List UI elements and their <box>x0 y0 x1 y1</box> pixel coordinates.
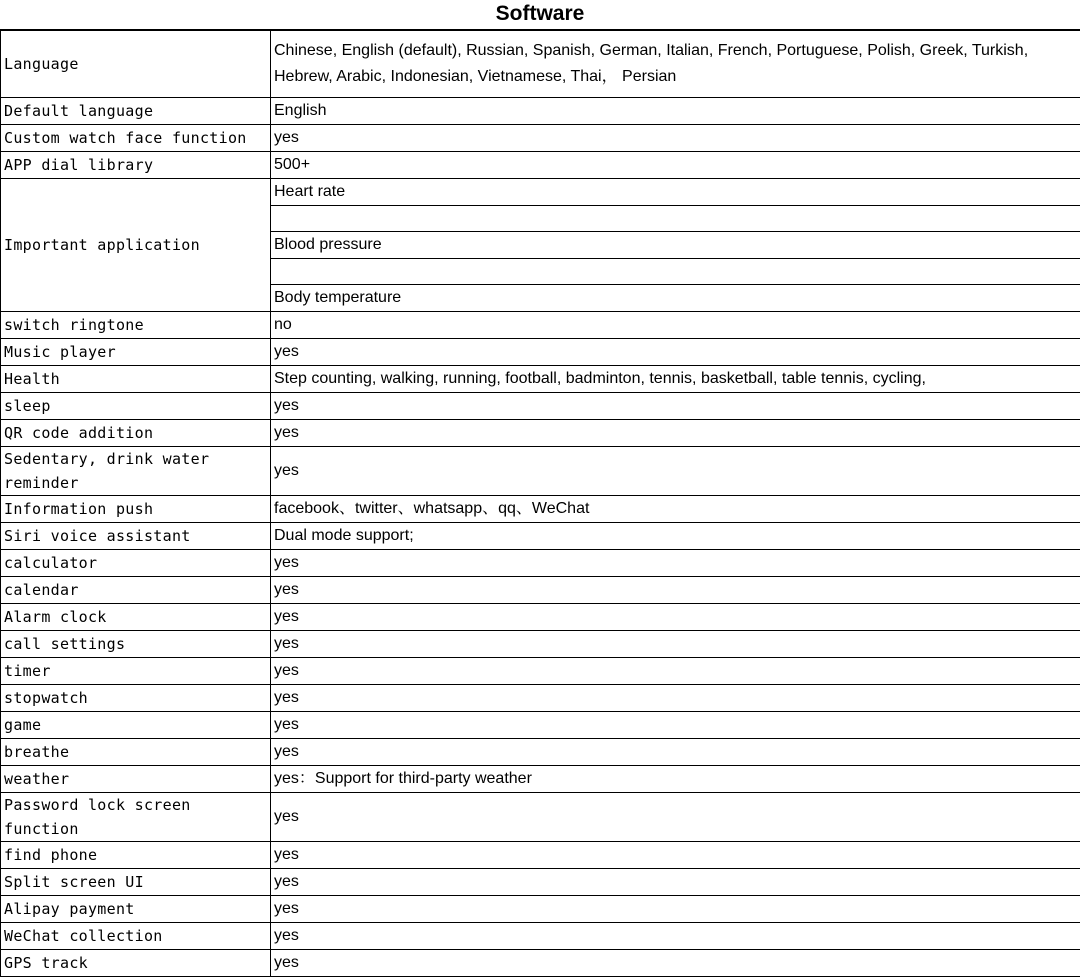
row-value: yes <box>271 604 1080 631</box>
row-value: yes <box>271 739 1080 766</box>
table-row <box>1 366 1080 393</box>
table-row <box>1 739 1080 766</box>
row-label: sleep <box>1 393 271 420</box>
table-row <box>1 125 1080 152</box>
table-row <box>1 339 1080 366</box>
row-value: facebook、twitter、whatsapp、qq、WeChat <box>271 496 1080 523</box>
row-value: yes <box>271 950 1080 977</box>
row-value: Step counting, walking, running, football, badminton, tennis, basketball, table tennis, cycling, <box>271 366 1080 393</box>
row-label: call settings <box>1 631 271 658</box>
table-row <box>1 393 1080 420</box>
table-row <box>1 869 1080 896</box>
row-value: yes <box>271 869 1080 896</box>
row-value: Blood pressure <box>271 232 1080 259</box>
row-value: yes <box>271 125 1080 152</box>
sheet-title: Software <box>0 0 1080 30</box>
row-label: Information push <box>1 496 271 523</box>
row-value: yes：Support for third-party weather <box>271 766 1080 793</box>
table-row <box>1 312 1080 339</box>
spec-table <box>0 30 1080 977</box>
row-label: weather <box>1 766 271 793</box>
table-row <box>1 179 1080 206</box>
row-value <box>271 206 1080 232</box>
row-value: no <box>271 312 1080 339</box>
row-value: yes <box>271 339 1080 366</box>
table-row <box>1 523 1080 550</box>
row-label: calculator <box>1 550 271 577</box>
row-value: yes <box>271 420 1080 447</box>
table-row <box>1 550 1080 577</box>
table-row <box>1 152 1080 179</box>
row-value: yes <box>271 393 1080 420</box>
row-value: yes <box>271 896 1080 923</box>
row-value: yes <box>271 842 1080 869</box>
row-label: Custom watch face function <box>1 125 271 152</box>
row-label: calendar <box>1 577 271 604</box>
row-value: Dual mode support; <box>271 523 1080 550</box>
table-row <box>1 923 1080 950</box>
row-label: breathe <box>1 739 271 766</box>
row-label: Split screen UI <box>1 869 271 896</box>
row-label: Password lock screen function <box>1 793 271 842</box>
row-value <box>271 259 1080 285</box>
row-value: Chinese, English (default), Russian, Spanish, German, Italian, French, Portuguese, Polish, Greek, Turkish, Hebrew, Arabic, Indonesian, Vietnamese, Thai， Persian <box>271 31 1080 98</box>
row-label: APP dial library <box>1 152 271 179</box>
row-value: yes <box>271 577 1080 604</box>
table-row <box>1 31 1080 98</box>
table-row <box>1 98 1080 125</box>
row-value: yes <box>271 923 1080 950</box>
table-row <box>1 712 1080 739</box>
table-row <box>1 842 1080 869</box>
row-label: Health <box>1 366 271 393</box>
row-label: Default language <box>1 98 271 125</box>
row-label: QR code addition <box>1 420 271 447</box>
row-value: 500+ <box>271 152 1080 179</box>
row-label: game <box>1 712 271 739</box>
table-row <box>1 950 1080 977</box>
table-row <box>1 658 1080 685</box>
table-row <box>1 631 1080 658</box>
row-value: yes <box>271 631 1080 658</box>
row-value: yes <box>271 447 1080 496</box>
table-row <box>1 685 1080 712</box>
row-value: Body temperature <box>271 285 1080 312</box>
row-value: Heart rate <box>271 179 1080 206</box>
row-label: Important application <box>1 179 271 312</box>
table-row <box>1 447 1080 496</box>
row-label: Siri voice assistant <box>1 523 271 550</box>
row-label: Music player <box>1 339 271 366</box>
row-label: Sedentary, drink water reminder <box>1 447 271 496</box>
row-label: Alipay payment <box>1 896 271 923</box>
row-label: Language <box>1 31 271 98</box>
table-row <box>1 577 1080 604</box>
row-label: GPS track <box>1 950 271 977</box>
row-value: yes <box>271 793 1080 842</box>
table-row <box>1 604 1080 631</box>
row-label: find phone <box>1 842 271 869</box>
row-value: yes <box>271 658 1080 685</box>
table-row <box>1 420 1080 447</box>
row-value: English <box>271 98 1080 125</box>
row-label: switch ringtone <box>1 312 271 339</box>
row-label: stopwatch <box>1 685 271 712</box>
row-label: timer <box>1 658 271 685</box>
row-label: WeChat collection <box>1 923 271 950</box>
table-row <box>1 793 1080 842</box>
row-value: yes <box>271 685 1080 712</box>
row-label: Alarm clock <box>1 604 271 631</box>
table-row <box>1 766 1080 793</box>
row-value: yes <box>271 712 1080 739</box>
table-row <box>1 896 1080 923</box>
table-row <box>1 496 1080 523</box>
row-value: yes <box>271 550 1080 577</box>
